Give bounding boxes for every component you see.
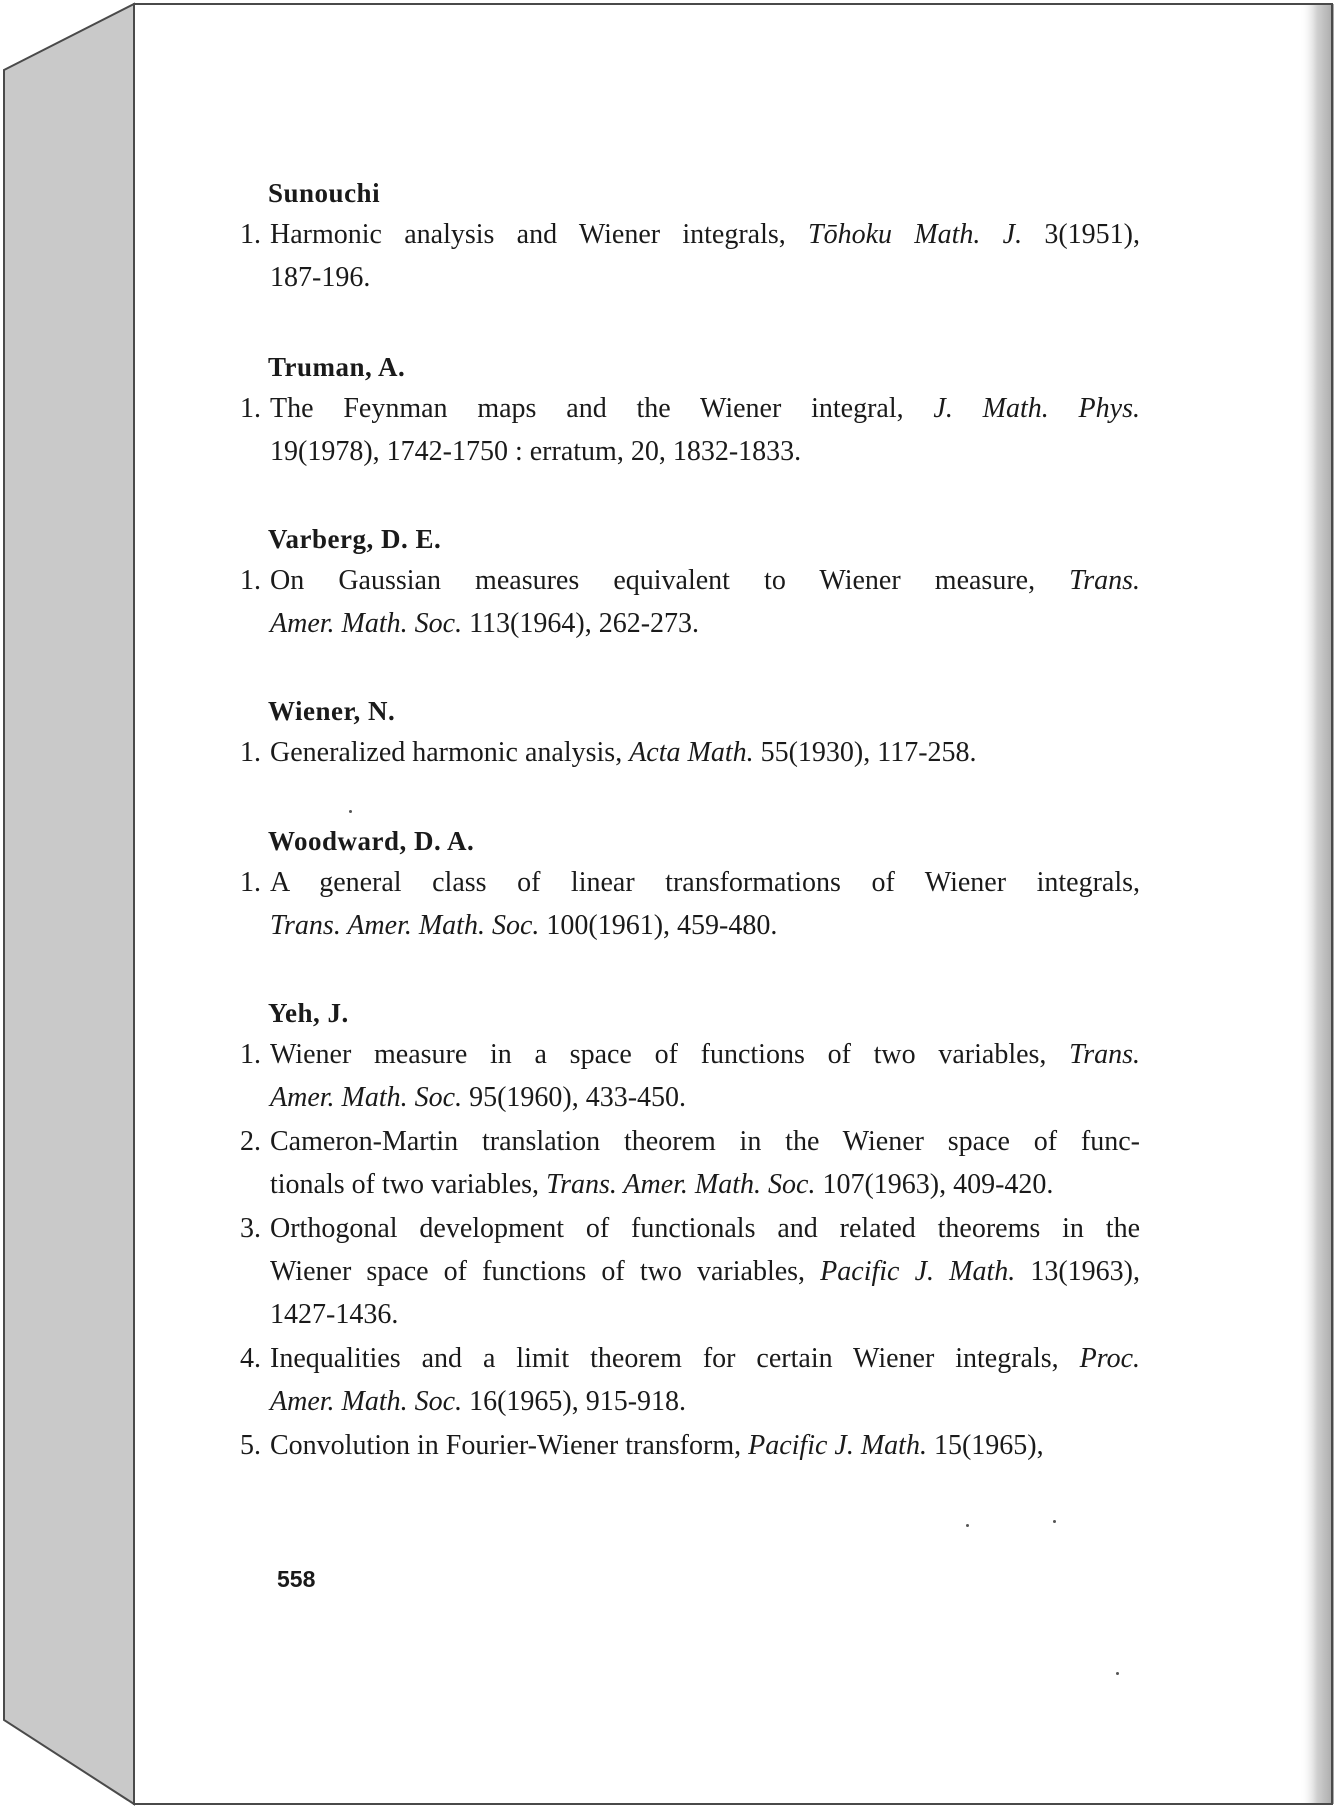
reference-text: Harmonic analysis and Wiener integrals, [270, 219, 809, 250]
journal-title: Acta Math. [629, 737, 754, 768]
journal-title: Trans. [1069, 1039, 1140, 1070]
entry-number: 1. [240, 393, 261, 424]
reference-text: 16(1965), 915-918. [462, 1386, 687, 1417]
reference-line [270, 1084, 1140, 1112]
author-heading: Truman, A. [268, 352, 406, 382]
reference-text: 100(1961), 459-480. [539, 910, 778, 941]
journal-title: Trans. Amer. Math. Soc. [270, 910, 540, 941]
reference-line [270, 1171, 1140, 1199]
entry-number: 1. [240, 867, 261, 898]
reference-text: 55(1930), 117-258. [753, 737, 977, 768]
dust-speck [349, 810, 352, 813]
journal-title: Pacific J. Math. [820, 1256, 1016, 1287]
reference-text: A general class of linear transformations of Wiener integrals, [270, 867, 1140, 898]
reference-text: On Gaussian measures equivalent to Wiener measure, [270, 565, 1070, 596]
reference-text: Cameron-Martin translation theorem in the Wiener space of func- [270, 1126, 1140, 1157]
reference-text: 15(1965), [926, 1430, 1044, 1461]
page-number: 558 [277, 1566, 316, 1592]
reference-line [270, 1258, 1140, 1286]
author-heading: Wiener, N. [268, 696, 396, 726]
reference-line [270, 912, 1140, 940]
reference-text: 3(1951), [1022, 219, 1140, 250]
journal-title: Trans. [1069, 565, 1140, 596]
journal-title: Amer. Math. Soc. [270, 608, 463, 639]
reference-line [270, 438, 1140, 466]
reference-text: 107(1963), 409-420. [815, 1169, 1054, 1200]
reference-text: tionals of two variables, [270, 1169, 547, 1200]
reference-line [240, 1345, 1140, 1373]
reference-line [240, 1041, 1140, 1069]
reference-text: 13(1963), [1015, 1256, 1140, 1287]
reference-line [240, 869, 1140, 897]
reference-line [270, 610, 1140, 638]
journal-title: Pacific J. Math. [748, 1430, 927, 1461]
journal-title: Amer. Math. Soc. [270, 1386, 463, 1417]
journal-title: Amer. Math. Soc. [270, 1082, 463, 1113]
reference-text: 19(1978), 1742-1750 : erratum, 20, 1832-1833. [270, 436, 802, 467]
reference-line [240, 567, 1140, 595]
reference-text: Wiener space of functions of two variables, [270, 1256, 821, 1287]
reference-line [240, 1128, 1140, 1156]
entry-number: 2. [240, 1126, 261, 1157]
reference-text: 113(1964), 262-273. [462, 608, 700, 639]
entry-number: 1. [240, 1039, 261, 1070]
dust-speck [966, 1524, 969, 1527]
journal-title: Proc. [1079, 1343, 1140, 1374]
journal-title: J. Math. Phys. [933, 393, 1140, 424]
reference-text: Wiener measure in a space of functions of two variables, [270, 1039, 1070, 1070]
dust-speck [1116, 1672, 1119, 1675]
entry-number: 1. [240, 565, 261, 596]
entry-number: 3. [240, 1213, 261, 1244]
journal-title: Trans. Amer. Math. Soc. [546, 1169, 816, 1200]
reference-line [240, 1215, 1140, 1243]
reference-line [240, 1432, 1140, 1460]
reference-line [270, 1301, 1140, 1329]
reference-text: 1427-1436. [270, 1299, 399, 1330]
reference-text: Orthogonal development of functionals and related theorems in the [270, 1213, 1140, 1244]
author-heading: Varberg, D. E. [268, 524, 442, 554]
dust-speck [1053, 1520, 1056, 1523]
reference-text: Generalized harmonic analysis, [270, 737, 630, 768]
journal-title: Tōhoku Math. J. [808, 219, 1023, 250]
reference-text: 95(1960), 433-450. [462, 1082, 687, 1113]
reference-line [270, 264, 1140, 292]
reference-line [240, 739, 1140, 767]
entry-number: 4. [240, 1343, 261, 1374]
author-heading: Sunouchi [268, 178, 381, 208]
author-heading: Woodward, D. A. [268, 826, 475, 856]
reference-text: 187-196. [270, 262, 371, 293]
entry-number: 5. [240, 1430, 261, 1461]
entry-number: 1. [240, 737, 261, 768]
reference-text: Inequalities and a limit theorem for certain Wiener integrals, [270, 1343, 1080, 1374]
author-heading: Yeh, J. [268, 998, 349, 1028]
reference-line [240, 395, 1140, 423]
reference-text: Convolution in Fourier-Wiener transform, [270, 1430, 749, 1461]
entry-number: 1. [240, 219, 261, 250]
reference-text: The Feynman maps and the Wiener integral, [270, 393, 934, 424]
reference-line [240, 221, 1140, 249]
reference-line [270, 1388, 1140, 1416]
